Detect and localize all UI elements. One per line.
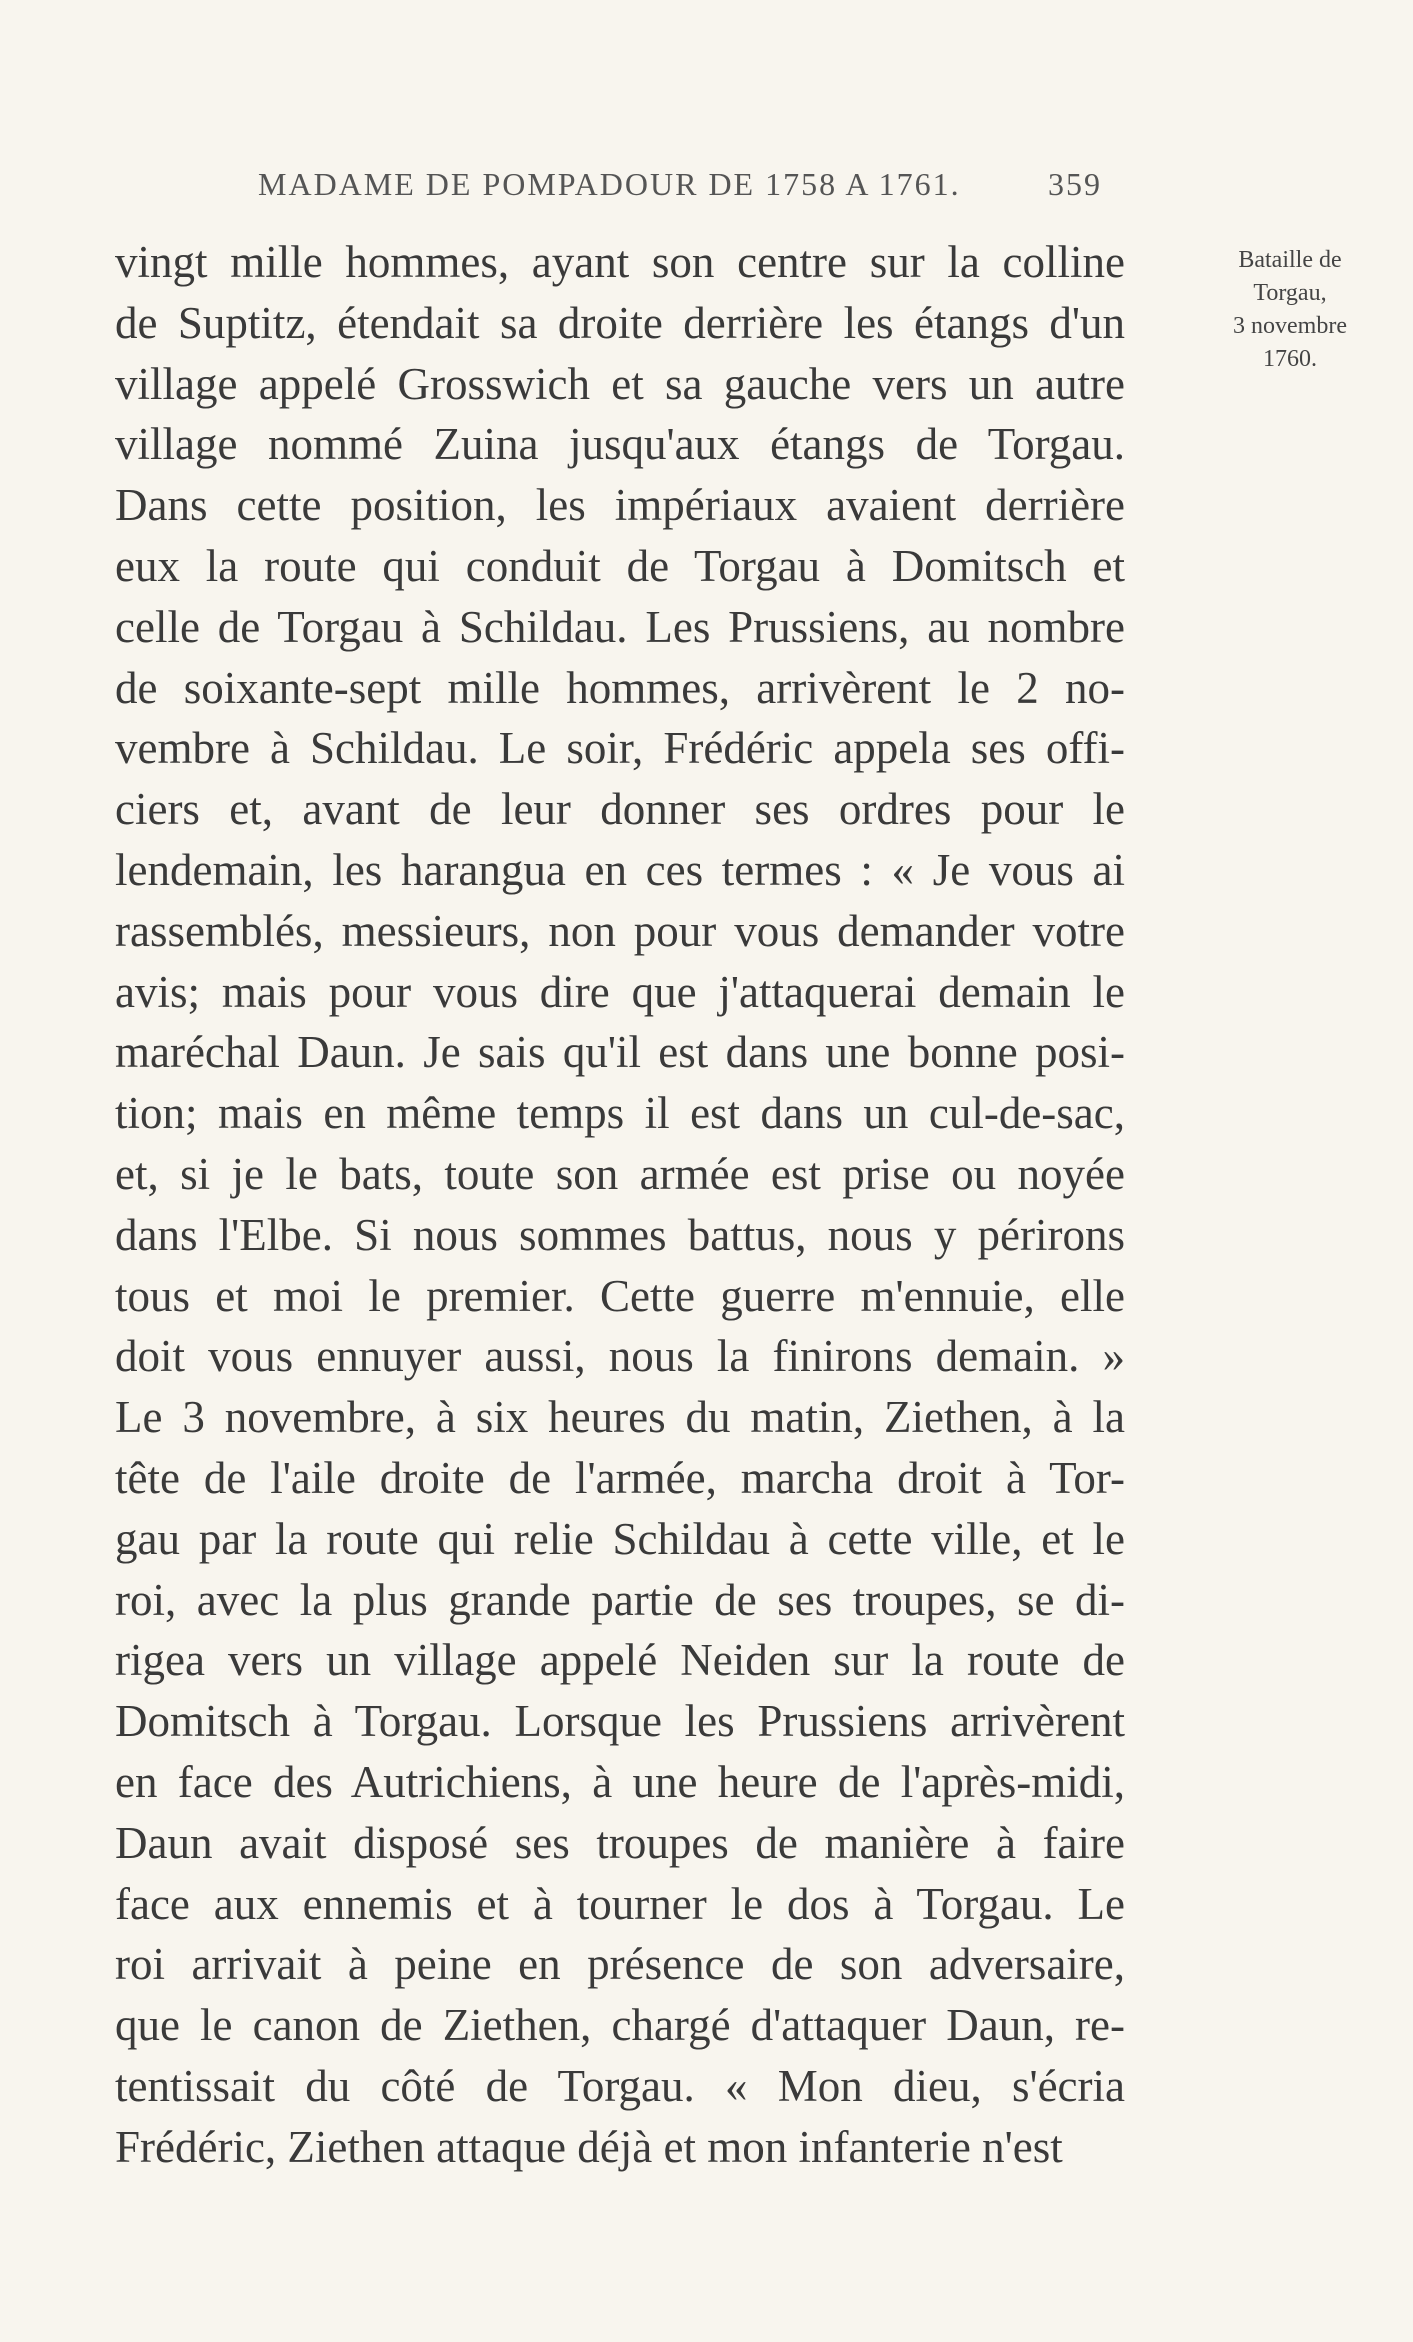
- running-head-title: MADAME DE POMPADOUR DE 1758 A 1761.: [258, 166, 961, 202]
- text-line: roi arrivait à peine en présence de son adversaire,: [115, 1939, 1125, 1990]
- text-line: gau par la route qui relie Schildau à cette ville, et le: [115, 1513, 1125, 1564]
- text-line: avis; mais pour vous dire que j'attaquerai demain le: [115, 966, 1125, 1017]
- text-line: face aux ennemis et à tourner le dos à Torgau. Le: [115, 1878, 1125, 1929]
- text-line: Le 3 novembre, à six heures du matin, Ziethen, à la: [115, 1392, 1125, 1443]
- text-line: de Suptitz, étendait sa droite derrière les étangs d'un: [115, 297, 1125, 348]
- text-line: vingt mille hommes, ayant son centre sur la colline: [115, 237, 1125, 287]
- margin-note-line: 1760.: [1263, 346, 1317, 372]
- text-line: lendemain, les harangua en ces termes : « Je vous ai: [115, 844, 1125, 895]
- text-line: tentissait du côté de Torgau. « Mon dieu, s'écria: [115, 2060, 1125, 2111]
- text-line: tion; mais en même temps il est dans un cul-de-sac,: [115, 1088, 1125, 1139]
- text-line: Dans cette position, les impériaux avaient derrière: [115, 480, 1125, 531]
- text-line: eux la route qui conduit de Torgau à Domitsch et: [115, 540, 1125, 591]
- margin-note-line: 3 novembre: [1233, 313, 1347, 339]
- text-line: ciers et, avant de leur donner ses ordres pour le: [115, 784, 1125, 835]
- margin-note-line: Bataille de: [1238, 247, 1342, 273]
- page-number: 359: [1048, 166, 1102, 202]
- running-head: [258, 166, 1158, 210]
- text-line: celle de Torgau à Schildau. Les Prussiens, au nombre: [115, 601, 1125, 652]
- text-line: et, si je le bats, toute son armée est prise ou noyée: [115, 1148, 1125, 1199]
- text-line: Daun avait disposé ses troupes de manière à faire: [115, 1817, 1125, 1868]
- text-line: roi, avec la plus grande partie de ses troupes, se di-: [115, 1574, 1125, 1625]
- text-line: Frédéric, Ziethen attaque déjà et mon infanterie n'est: [115, 2121, 1063, 2172]
- text-line: de soixante-sept mille hommes, arrivèrent le 2 no-: [115, 662, 1125, 713]
- margin-note: [1190, 244, 1390, 376]
- text-line: rigea vers un village appelé Neiden sur la route de: [115, 1635, 1125, 1686]
- body-text: [115, 232, 1125, 2178]
- text-line: tête de l'aile droite de l'armée, marcha droit à Tor-: [115, 1452, 1125, 1503]
- text-line: Domitsch à Torgau. Lorsque les Prussiens arrivèrent: [115, 1696, 1125, 1747]
- text-line: dans l'Elbe. Si nous sommes battus, nous y périrons: [115, 1209, 1125, 1260]
- margin-note-line: Torgau,: [1253, 280, 1327, 306]
- text-line: village nommé Zuina jusqu'aux étangs de Torgau.: [115, 419, 1125, 470]
- text-line: doit vous ennuyer aussi, nous la finirons demain. »: [115, 1331, 1125, 1382]
- text-line: rassemblés, messieurs, non pour vous demander votre: [115, 905, 1125, 956]
- text-line: que le canon de Ziethen, chargé d'attaquer Daun, re-: [115, 2000, 1125, 2051]
- text-line: en face des Autrichiens, à une heure de l'après-midi,: [115, 1756, 1125, 1807]
- text-line: tous et moi le premier. Cette guerre m'ennuie, elle: [115, 1270, 1125, 1321]
- text-line: village appelé Grosswich et sa gauche vers un autre: [115, 358, 1125, 409]
- text-line: maréchal Daun. Je sais qu'il est dans une bonne posi-: [115, 1027, 1125, 1078]
- text-line: vembre à Schildau. Le soir, Frédéric appela ses offi-: [115, 723, 1125, 774]
